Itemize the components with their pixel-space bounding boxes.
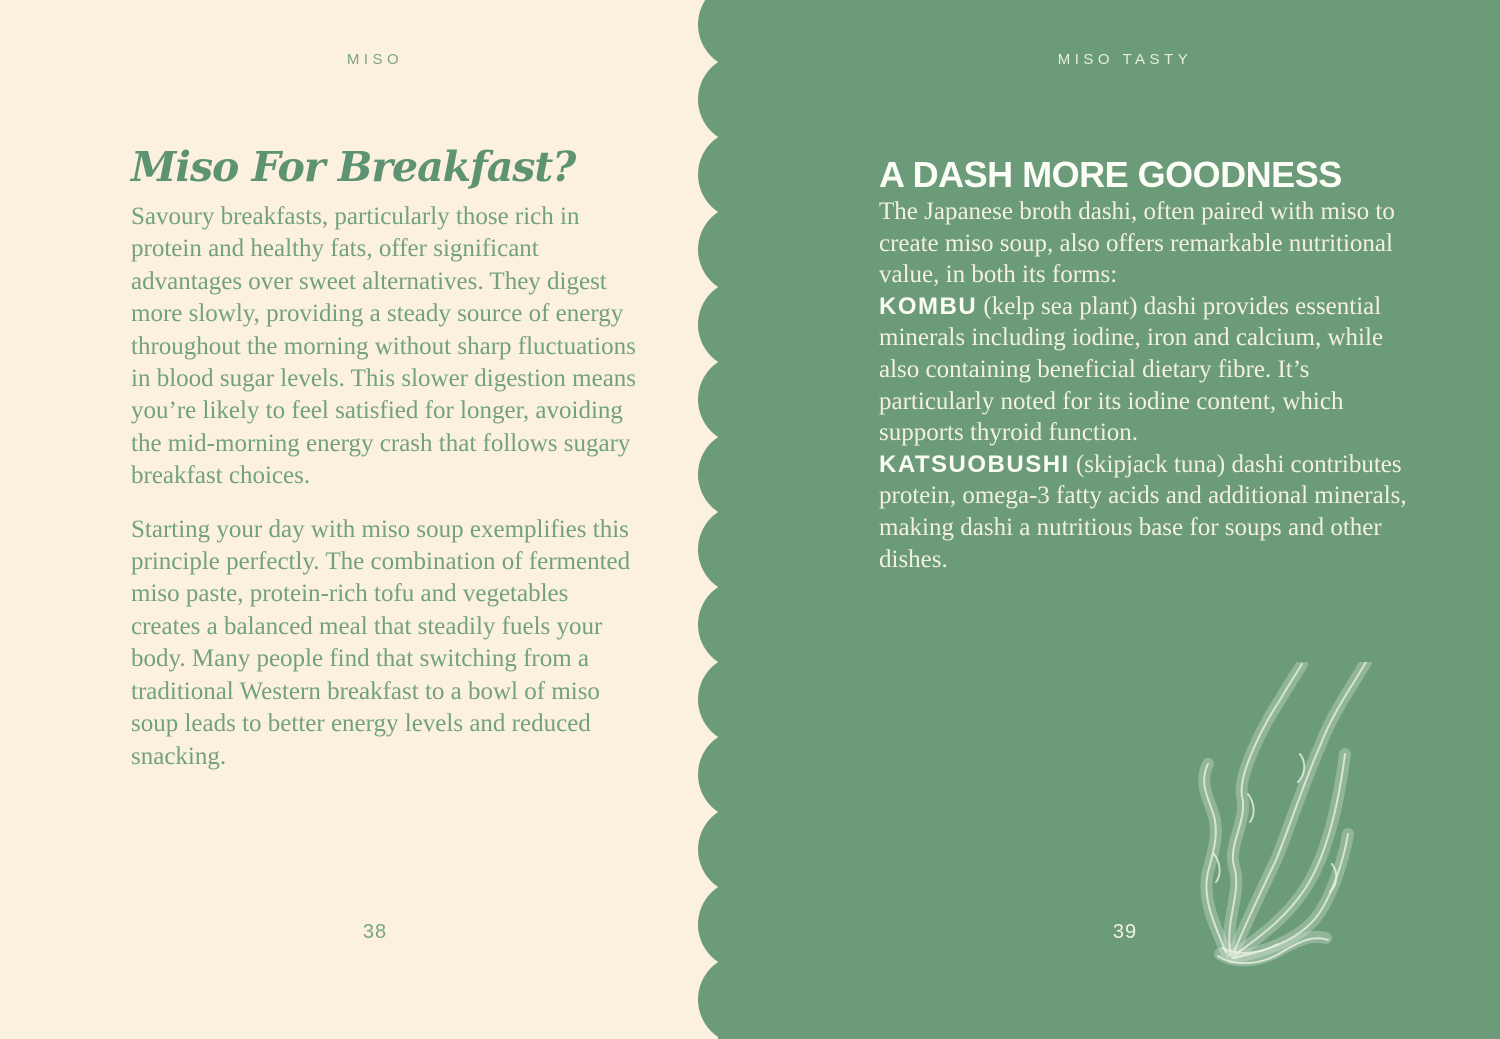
katsuobushi-term: KATSUOBUSHI bbox=[879, 450, 1070, 478]
page-number-right: 39 bbox=[1112, 921, 1138, 943]
left-paragraph-1: Savoury breakfasts, particularly those rich in protein and healthy fats, offer significant advantages over sweet alternatives. They digest more slowly, providing a steady source of energy throughout the morning without sharp fluctuations in blood sugar levels. This slower digestion means you’re likely to feel satisfied for longer, avoiding the mid-morning energy crash that follows sugary breakfast choices. bbox=[131, 203, 637, 490]
kombu-term: KOMBU bbox=[879, 292, 978, 320]
left-page-title: Miso For Breakfast? bbox=[131, 143, 576, 192]
left-paragraph-2: Starting your day with miso soup exemplifies this principle perfectly. The combination of fermented miso paste, protein-rich tofu and vegetables creates a balanced meal that steadily fuels your body. Many people find that switching from a traditional Western breakfast to a bowl of miso soup leads to better energy levels and reduced snacking. bbox=[131, 515, 631, 770]
dashi-intro-paragraph: The Japanese broth dashi, often paired with miso to create miso soup, also offers remarkable nutritional value, in both its forms: bbox=[879, 198, 1395, 289]
kombu-paragraph bbox=[879, 291, 1407, 449]
kombu-text: (kelp sea plant) dashi provides essential minerals including iodine, iron and calcium, while also containing beneficial dietary fibre. It’s particularly noted for its iodine content, which supports thyroid function. bbox=[879, 292, 1384, 447]
running-head-left: MISO bbox=[346, 51, 404, 68]
katsuobushi-paragraph bbox=[879, 449, 1407, 575]
left-page-body bbox=[131, 201, 638, 773]
page-number-left: 38 bbox=[362, 921, 388, 943]
katsuobushi-text: (skipjack tuna) dashi contributes protein, omega-3 fatty acids and additional minerals, making dashi a nutritious base for soups and other dishes. bbox=[879, 450, 1407, 573]
right-page-body bbox=[879, 196, 1407, 575]
right-page-title: A DASH MORE GOODNESS bbox=[879, 154, 1342, 196]
seaweed-illustration bbox=[1180, 662, 1375, 1022]
running-head-right: MISO TASTY bbox=[1057, 51, 1193, 68]
